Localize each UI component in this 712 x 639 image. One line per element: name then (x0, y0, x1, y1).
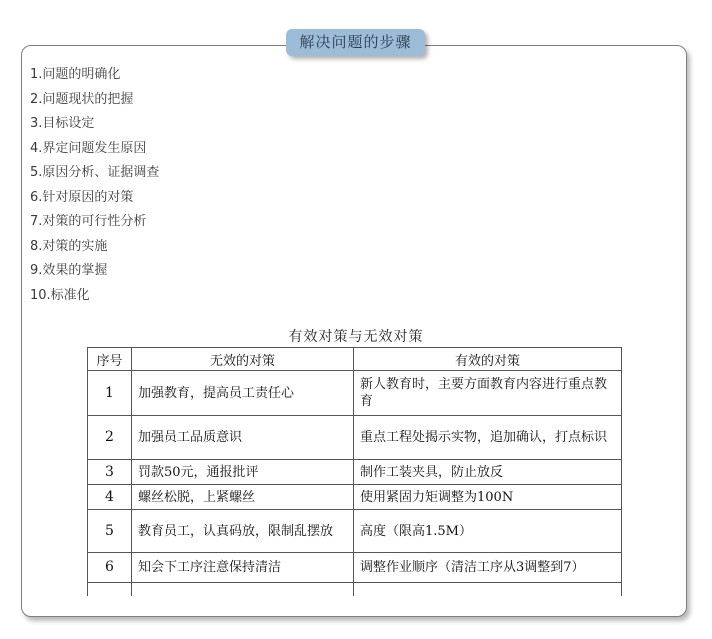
table-row (88, 371, 622, 416)
table-row (88, 416, 622, 460)
steps-list (30, 63, 159, 308)
countermeasure-table (87, 347, 622, 596)
ineffective-measure: 教育员工，认真码放，限制乱摆放 (132, 510, 354, 553)
table-row (88, 510, 622, 553)
ineffective-measure: 罚款50元，通报批评 (132, 460, 354, 485)
ineffective-measure: 加强教育，提高员工责任心 (132, 371, 354, 416)
table-header-row (88, 348, 622, 371)
step-item: 1.问题的明确化 (30, 67, 121, 82)
row-number: 1 (88, 371, 132, 416)
header-number: 序号 (88, 348, 132, 371)
effective-measure: 制作工装夹具，防止放反 (354, 460, 622, 485)
step-item: 8.对策的实施 (30, 238, 108, 254)
empty-cell (88, 583, 132, 597)
step-item: 2.问题现状的把握 (30, 91, 134, 107)
table-title: 有效对策与无效对策 (288, 329, 424, 345)
empty-cell (132, 583, 354, 597)
section-title: 解决问题的步骤 (286, 29, 425, 56)
ineffective-measure: 加强员工品质意识 (132, 416, 354, 460)
table-row (88, 485, 622, 510)
row-number: 6 (88, 553, 132, 583)
step-item: 5.原因分析、证据调查 (30, 165, 160, 180)
effective-measure: 高度（限高1.5M） (354, 510, 622, 553)
step-item: 6.针对原因的对策 (30, 189, 134, 205)
countermeasure-table-wrapper (87, 347, 622, 596)
row-number: 4 (88, 485, 132, 510)
row-number: 5 (88, 510, 132, 553)
table-row-cut-off (88, 583, 622, 597)
table-row (88, 553, 622, 583)
ineffective-measure: 知会下工序注意保持清洁 (132, 553, 354, 583)
step-item: 4.界定问题发生原因 (30, 140, 147, 156)
step-item: 7.对策的可行性分析 (30, 214, 147, 229)
effective-measure: 调整作业顺序（清洁工序从3调整到7） (354, 553, 622, 583)
empty-cell (354, 583, 622, 597)
ineffective-measure: 螺丝松脱，上紧螺丝 (132, 485, 354, 510)
header-effective: 有效的对策 (354, 348, 622, 371)
header-ineffective: 无效的对策 (132, 348, 354, 371)
row-number: 2 (88, 416, 132, 460)
table-row (88, 460, 622, 485)
step-item: 9.效果的掌握 (30, 263, 108, 278)
step-item: 3.目标设定 (30, 116, 95, 131)
effective-measure: 重点工程处揭示实物，追加确认，打点标识 (354, 416, 622, 460)
step-item: 10.标准化 (30, 287, 90, 303)
row-number: 3 (88, 460, 132, 485)
effective-measure: 使用紧固力矩调整为100N (354, 485, 622, 510)
effective-measure: 新人教育时，主要方面教育内容进行重点教育 (354, 371, 622, 416)
